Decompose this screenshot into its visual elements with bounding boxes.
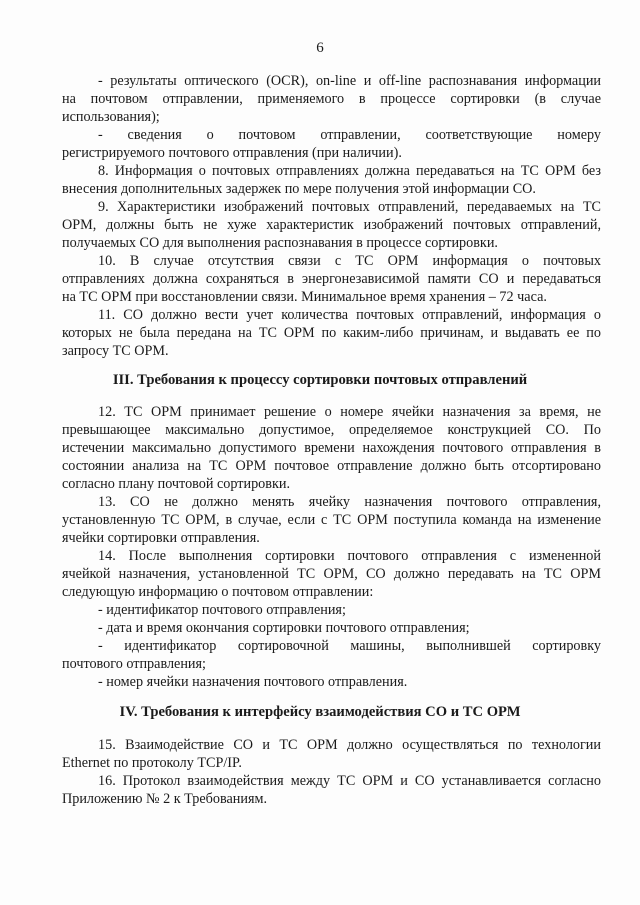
text-line: которых не была передана на ТС ОРМ по каким-либо причинам, и выдавать ее по <box>62 325 601 341</box>
text-line: использования); <box>62 109 160 125</box>
section-heading-4: IV. Требования к интерфейсу взаимодействия СО и ТС ОРМ <box>119 704 521 720</box>
text-line: на ТС ОРМ при восстановлении связи. Минимальное время хранения – 72 часа. <box>62 289 547 305</box>
text-line: 11. СО должно вести учет количества почтовых отправлений, информация о <box>98 307 601 323</box>
text-line: внесения дополнительных задержек по мере получения этой информации СО. <box>62 181 536 197</box>
text-line: - сведения о почтовом отправлении, соответствующие номеру <box>98 127 601 143</box>
text-line: превышающее максимально допустимое, определяемое конструкцией СО. По <box>62 422 601 438</box>
text-line: истечении максимально допустимого времени нахождения почтового отправления в <box>62 440 601 456</box>
text-line: ОРМ, должны быть не хуже характеристик изображений почтовых отправлений, <box>62 217 601 233</box>
list-item: - идентификатор сортировочной машины, выполнившей сортировку <box>98 638 601 654</box>
page-number: 6 <box>316 40 324 56</box>
text-line: Ethernet по протоколу TCP/IP. <box>62 755 242 771</box>
text-line: 12. ТС ОРМ принимает решение о номере ячейки назначения за время, не <box>98 404 601 420</box>
text-line: получаемых СО для выполнения распознавания в процессе сортировки. <box>62 235 498 251</box>
text-line: 10. В случае отсутствия связи с ТС ОРМ информация о почтовых <box>98 253 601 269</box>
text-line: запросу ТС ОРМ. <box>62 343 169 359</box>
text-line: установленную ТС ОРМ, в случае, если с ТС ОРМ поступила команда на изменение <box>62 512 601 528</box>
text-line: 9. Характеристики изображений почтовых отправлений, передаваемых на ТС <box>98 199 601 215</box>
text-line: согласно плану почтовой сортировки. <box>62 476 291 492</box>
text-line: 16. Протокол взаимодействия между ТС ОРМ и СО устанавливается согласно <box>98 773 601 789</box>
text-line: 8. Информация о почтовых отправлениях должна передаваться на ТС ОРМ без <box>98 163 601 179</box>
text-line: 14. После выполнения сортировки почтового отправления с измененной <box>98 548 601 564</box>
section-heading-3: III. Требования к процессу сортировки почтовых отправлений <box>112 372 528 388</box>
text-line: Приложению № 2 к Требованиям. <box>62 791 268 807</box>
text-line: состоянии анализа на ТС ОРМ почтовое отправление должно быть отсортировано <box>62 458 601 474</box>
text-line: следующую информацию о почтовом отправлении: <box>62 584 374 600</box>
text-line: 15. Взаимодействие СО и ТС ОРМ должно осуществляться по технологии <box>98 737 601 753</box>
list-item: - дата и время окончания сортировки почтового отправления; <box>98 620 470 636</box>
text-line: - результаты оптического (OCR), on-line и off-line распознавания информации <box>98 73 601 89</box>
text-line: отправлениях должна сохраняться в энергонезависимой памяти СО и передаваться <box>62 271 601 287</box>
text-line: почтового отправления; <box>62 656 206 672</box>
text-line: ячейки сортировки отправления. <box>62 530 260 546</box>
text-line: ячейкой назначения, установленной ТС ОРМ, СО должно передавать на ТС ОРМ <box>62 566 601 582</box>
text-line: регистрируемого почтового отправления (при наличии). <box>62 145 402 161</box>
list-item: - номер ячейки назначения почтового отправления. <box>98 674 408 690</box>
list-item: - идентификатор почтового отправления; <box>98 602 346 618</box>
text-line: 13. СО не должно менять ячейку назначения почтового отправления, <box>98 494 601 510</box>
text-line: на почтовом отправлении, применяемого в процессе сортировки (в случае <box>62 91 601 107</box>
